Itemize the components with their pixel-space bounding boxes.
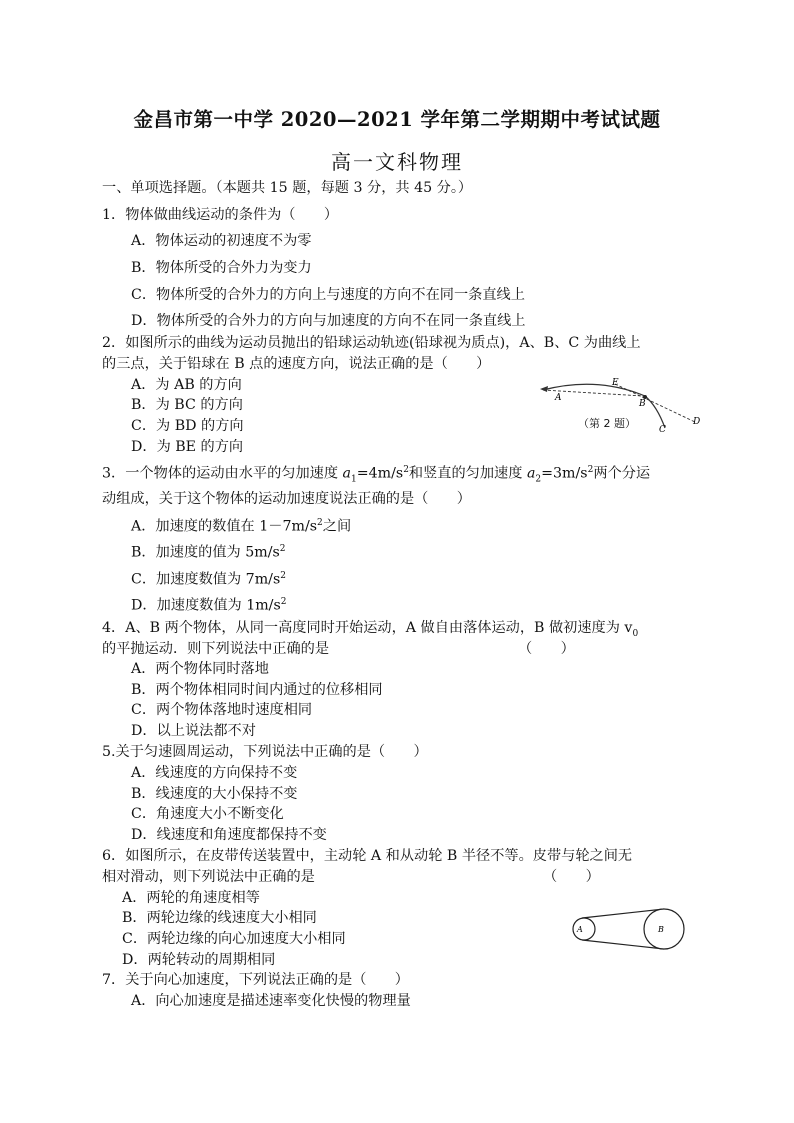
a1-value: =4m/s	[356, 465, 404, 482]
question-6-stem-line2: 相对滑动，则下列说法中正确的是	[102, 869, 315, 885]
question-3-text-a: 3．一个物体的运动由水平的匀加速度	[102, 465, 343, 482]
question-2-stem-line2: 的三点，关于铅球在 B 点的速度方向，说法正确的是（ ）	[102, 356, 491, 372]
question-4-answer-blank: （ ）	[518, 641, 575, 657]
question-1-option-a: A．物体运动的初速度不为零	[131, 233, 312, 249]
question-3-option-c	[131, 571, 286, 589]
label-e: E	[612, 378, 619, 388]
exam-subtitle: 高一文科物理	[331, 150, 463, 174]
question-3-stem-line1	[102, 465, 650, 485]
question-6-option-a: A．两轮的角速度相等	[122, 890, 260, 906]
label-d: D	[693, 417, 701, 427]
a2-value: =3m/s	[541, 465, 588, 482]
question-3-text-c: 两个分运	[593, 465, 651, 482]
pulley-a-label: A	[577, 925, 583, 934]
question-4-option-c: C．两个物体落地时速度相同	[131, 702, 313, 718]
option-c-square: 2	[280, 571, 286, 581]
question-4-text: 4．A、B 两个物体，从同一高度同时开始运动，A 做自由落体运动，B 做初速度为 v	[102, 620, 633, 636]
question-2-option-d: D．为 BE 的方向	[131, 439, 244, 455]
exam-title: 金昌市第一中学 2020—2021 学年第二学期期中考试试题	[133, 108, 661, 131]
belt-pulley-figure	[568, 904, 692, 956]
option-a-square: 2	[317, 518, 323, 528]
option-c-text: C．加速度数值为 7m/s	[131, 571, 281, 588]
question-4-stem-line2: 的平抛运动．则下列说法中正确的是	[102, 641, 330, 657]
arrow-icon	[540, 386, 548, 392]
question-5-option-d: D．线速度和角速度都保持不变	[131, 827, 327, 843]
question-1-option-d: D．物体所受的合外力的方向与加速度的方向不在同一条直线上	[131, 313, 526, 329]
question-3-option-a	[131, 518, 351, 536]
a1-subscript: 1	[351, 474, 357, 485]
question-5-option-b: B．线速度的大小保持不变	[131, 786, 298, 802]
label-a: A	[555, 393, 562, 403]
pulley-b-label: B	[658, 925, 664, 934]
question-3-stem-line2: 动组成，关于这个物体的运动加速度说法正确的是（ ）	[102, 491, 471, 507]
option-d-text: D．加速度数值为 1m/s	[131, 597, 281, 614]
question-4-option-b: B．两个物体相同时间内通过的位移相同	[131, 682, 383, 698]
option-a-tail: 之间	[322, 518, 352, 535]
question-6-stem-line1: 6．如图所示，在皮带传送装置中，主动轮 A 和从动轮 B 半径不等。皮带与轮之间无	[102, 848, 633, 864]
question-1-option-b: B．物体所受的合外力为变力	[131, 260, 312, 276]
option-d-square: 2	[280, 597, 287, 607]
option-b-text: B．加速度的值为 5m/s	[131, 544, 280, 561]
question-6-option-d: D．两轮转动的周期相同	[122, 952, 276, 968]
question-7-option-a: A．向心加速度是描述速率变化快慢的物理量	[131, 993, 411, 1009]
pulley-b	[644, 909, 684, 949]
question-5-option-c: C．角速度大小不断变化	[131, 806, 284, 822]
label-c: C	[659, 425, 666, 432]
question-1-option-c: C．物体所受的合外力的方向上与速度的方向不在同一条直线上	[131, 287, 525, 303]
question-6-answer-blank: （ ）	[543, 869, 600, 885]
question-2-stem-line1: 2．如图所示的曲线为运动员抛出的铅球运动轨迹(铅球视为质点)，A、B、C 为曲线上	[102, 335, 641, 351]
question-6-option-c: C．两轮边缘的向心加速度大小相同	[122, 931, 346, 947]
question-2-option-a: A．为 AB 的方向	[131, 377, 242, 393]
question-7-stem: 7．关于向心加速度，下列说法正确的是（ ）	[102, 972, 409, 988]
question-4-option-d: D．以上说法都不对	[131, 723, 256, 739]
question-3-option-b	[131, 544, 286, 562]
option-b-square: 2	[279, 544, 286, 554]
question-5-option-a: A．线速度的方向保持不变	[131, 765, 298, 781]
a2-subscript: 2	[535, 474, 542, 485]
question-5-stem: 5.关于匀速圆周运动，下列说法中正确的是（ ）	[102, 744, 428, 760]
label-b: B	[639, 399, 646, 409]
question-4-stem-line1	[102, 620, 638, 640]
question-2-option-b: B．为 BC 的方向	[131, 397, 243, 413]
question-4-option-a: A．两个物体同时落地	[131, 661, 269, 677]
question-3-option-d	[131, 597, 286, 615]
a1-square: 2	[403, 465, 409, 475]
question-3-text-b: 和竖直的匀加速度	[408, 465, 527, 482]
a2-square: 2	[587, 465, 594, 475]
question-2-option-c: C．为 BD 的方向	[131, 418, 244, 434]
a1-symbol: a	[342, 465, 352, 482]
section-heading: 一、单项选择题。（本题共 15 题，每题 3 分，共 45 分。）	[102, 180, 473, 196]
question-1-stem: 1．物体做曲线运动的条件为（ ）	[102, 207, 339, 223]
figure-2-caption: （第 2 题）	[578, 417, 636, 430]
option-a-text: A．加速度的数值在 1－7m/s	[131, 518, 318, 535]
question-6-option-b: B．两轮边缘的线速度大小相同	[122, 910, 317, 926]
a2-symbol: a	[526, 465, 536, 482]
v0-subscript: 0	[632, 628, 639, 639]
